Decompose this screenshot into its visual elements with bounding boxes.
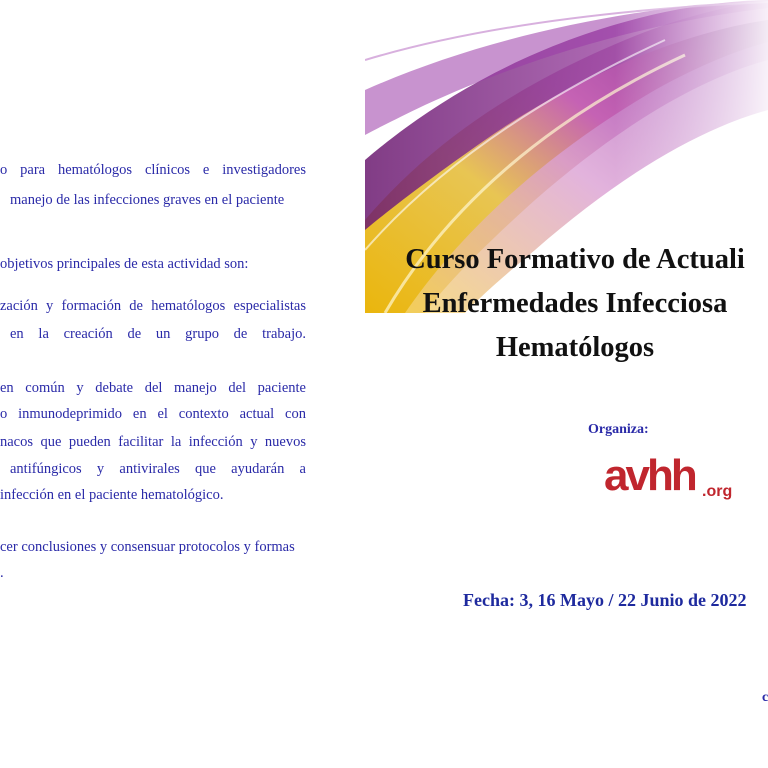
text-line-11: cer conclusiones y consensuar protocolos y formas [0, 539, 295, 555]
course-title-line-3: Hematólogos [495, 332, 655, 363]
course-title [365, 238, 768, 370]
text-line-6: en común y debate del manejo del paciente [0, 380, 306, 396]
course-title-line-1: Curso Formativo de Actuali [405, 244, 745, 275]
text-line-12: . [0, 565, 4, 581]
objectives-column [0, 0, 365, 768]
logo-main-text: avhh [604, 452, 695, 500]
text-line-2: manejo de las infecciones graves en el paciente [10, 192, 285, 208]
text-line-4: zación y formación de hematólogos especialistas [0, 298, 306, 314]
organiza-label: Organiza: [588, 422, 649, 437]
edge-text-fragment: c [762, 690, 768, 705]
text-line-9: antifúngicos y antivirales que ayudarán a [10, 461, 306, 477]
logo-suffix-text: .org [702, 483, 733, 500]
course-date: Fecha: 3, 16 Mayo / 22 Junio de 2022 [463, 590, 747, 610]
avhh-logo-graphic [604, 452, 734, 504]
course-title-line-2: Enfermedades Infecciosa [422, 288, 728, 319]
text-line-3: objetivos principales de esta actividad son: [0, 256, 249, 272]
avhh-logo [604, 452, 734, 504]
text-line-1: o para hematólogos clínicos e investigadores [0, 162, 306, 178]
text-line-7: o inmunodeprimido en el contexto actual con [0, 406, 306, 422]
text-line-10: infección en el paciente hematológico. [0, 487, 224, 503]
text-line-5: en la creación de un grupo de trabajo. [10, 326, 306, 342]
text-line-8: nacos que pueden facilitar la infección y nuevos [0, 434, 306, 450]
